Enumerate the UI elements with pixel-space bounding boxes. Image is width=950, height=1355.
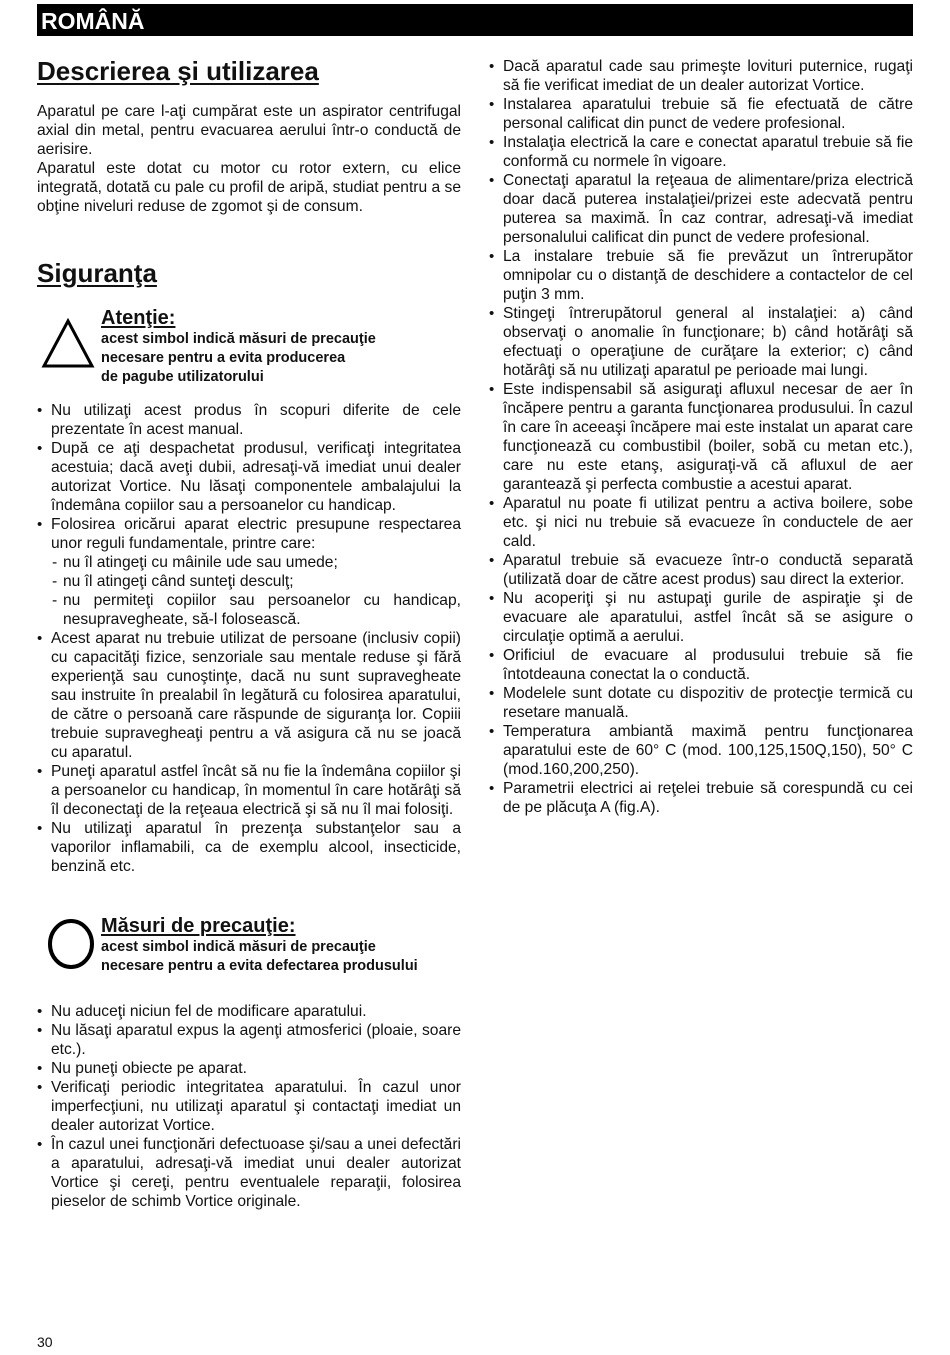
description-title: Descrierea şi utilizarea bbox=[37, 56, 319, 86]
precaution-title: Măsuri de precauţie: bbox=[101, 915, 296, 937]
warning-item: • Nu utilizaţi acest produs în scopuri diferite de cele prezentate în acest manual. bbox=[37, 401, 461, 439]
safety-list-continued bbox=[489, 57, 913, 817]
description-paragraph: Aparatul pe care l-aţi cumpărat este un aspirator centrifugal axial din metal, pentru evacuarea aerului într-o conductă de aerisire. bbox=[37, 103, 461, 158]
safety-item: • Conectaţi aparatul la reţeaua de alimentare/priza electrică doar dacă puterea instalaţiei/prizei este adecvată pentru puterea sa maximă. În caz contrar, adresaţi-vă imediat personalului calificat din punct de vedere profesional. bbox=[489, 171, 913, 247]
warning-item-text: Folosirea oricărui aparat electric presupune respectarea unor reguli fundamentale, printre care: bbox=[51, 516, 461, 552]
safety-item: • Aparatul trebuie să evacueze într-o conductă separată (utilizată doar de către acest produs) sau direct la exterior. bbox=[489, 551, 913, 589]
safety-item: • Temperatura ambiantă maximă pentru funcţionarea aparatului este de 60° C (mod. 100,125,150Q,150), 50° C (mod.160,200,250). bbox=[489, 722, 913, 779]
language-header: ROMÂNĂ bbox=[37, 4, 913, 36]
safety-item: • Nu acoperiţi şi nu astupaţi gurile de aspiraţie şi de evacuare ale aparatului, astfel încât să se asigure o circulaţie optimă a aerului. bbox=[489, 589, 913, 646]
precaution-list bbox=[37, 1002, 461, 1211]
warning-item: • Acest aparat nu trebuie utilizat de persoane (inclusiv copii) cu capacităţi fizice, senzoriale sau mentale reduse şi fără experienţă sau cunoştinţe, dacă nu sunt supravegheate sau instruite în prealabil în legătură cu folosirea aparatului, de către o persoană care răspunde de siguranţa lor. Copiii trebuie supravegheaţi pentru a vă asigura că nu se joacă cu aparatul. bbox=[37, 629, 461, 762]
warning-description-line: acest simbol indică măsuri de precauţie bbox=[101, 331, 376, 347]
safety-item: • Orificiul de evacuare al produsului trebuie să fie întotdeauna conectat la o conductă. bbox=[489, 646, 913, 684]
precaution-item: • Verificaţi periodic integritatea aparatului. În cazul unor imperfecţiuni, nu utilizaţi aparatul şi contactaţi imediat un dealer autorizat Vortice. bbox=[37, 1078, 461, 1135]
precaution-description-line: necesare pentru a evita defectarea produsului bbox=[101, 958, 418, 974]
safety-item: • Dacă aparatul cade sau primeşte lovituri puternice, rugaţi să fie verificat imediat de un dealer autorizat Vortice. bbox=[489, 57, 913, 95]
precaution-notice bbox=[37, 914, 461, 1002]
description-paragraph: Aparatul este dotat cu motor cu rotor extern, cu elice integrată, dotată cu pale cu profil de aripă, studiat pentru a se obţine niveluri reduse de zgomot şi de consum. bbox=[37, 160, 461, 215]
warning-list bbox=[37, 401, 461, 876]
warning-item bbox=[37, 515, 461, 629]
safety-item: • La instalare trebuie să fie prevăzut un întrerupător omnipolar cu o distanţă de deschidere a contactelor de cel puţin 3 mm. bbox=[489, 247, 913, 304]
warning-description-line: necesare pentru a evita producerea bbox=[101, 350, 346, 366]
safety-item: • Este indispensabil să asiguraţi afluxul necesar de aer în încăpere pentru a garanta funcţionarea produsului. În cazul în care în aceeaşi încăpere mai este instalat un aparat care funcţionează cu combustibil (boiler, sobă cu metan etc.), care nu este etanş, asiguraţi-vă că afluxul de aer garantează şi perfecta combustie a acestui aparat. bbox=[489, 380, 913, 494]
rules-list bbox=[51, 553, 461, 629]
left-column bbox=[37, 54, 461, 1211]
rule-item: - nu îl atingeţi când sunteţi desculţ; bbox=[51, 572, 461, 591]
safety-item: • Instalarea aparatului trebuie să fie efectuată de către personal calificat din punct de vedere profesional. bbox=[489, 95, 913, 133]
page-number: 30 bbox=[37, 1334, 53, 1350]
rule-item: - nu îl atingeţi cu mâinile ude sau umede; bbox=[51, 553, 461, 572]
rule-item: - nu permiteţi copiilor sau persoanelor cu handicap, nesupravegheate, să-l folosească. bbox=[51, 591, 461, 629]
warning-title: Atenţie: bbox=[101, 307, 176, 329]
warning-item: • După ce aţi despachetat produsul, verificaţi integritatea acestuia; dacă aveţi dubii, adresaţi-vă imediat unui dealer autorizat Vortice. Nu lăsaţi componentele ambalajului la îndemâna copiilor sau a persoanelor cu handicap. bbox=[37, 439, 461, 515]
right-column bbox=[489, 57, 913, 817]
safety-title: Siguranţa bbox=[37, 258, 157, 288]
safety-item: • Instalaţia electrică la care e conectat aparatul trebuie să fie conformă cu normele în vigoare. bbox=[489, 133, 913, 171]
triangle-warning-icon bbox=[41, 318, 95, 370]
circle-precaution-icon bbox=[47, 918, 95, 970]
safety-item: • Parametrii electrici ai reţelei trebuie să corespundă cu cei de pe plăcuţa A (fig.A). bbox=[489, 779, 913, 817]
warning-item: • Puneţi aparatul astfel încât să nu fie la îndemâna copiilor şi a persoanelor cu handicap, în momentul în care hotărâţi să îl deconectaţi de la reţeaua electrică şi să nu îl mai folosiţi. bbox=[37, 762, 461, 819]
safety-item: • Aparatul nu poate fi utilizat pentru a activa boilere, sobe etc. şi nici nu trebuie să evacueze în conductele de aer cald. bbox=[489, 494, 913, 551]
precaution-item: • Nu puneţi obiecte pe aparat. bbox=[37, 1059, 461, 1078]
precaution-item: • Nu aduceţi niciun fel de modificare aparatului. bbox=[37, 1002, 461, 1021]
safety-item: • Stingeţi întrerupătorul general al instalaţiei: a) când observaţi o anomalie în funcţionare; b) când hotărâţi să efectuaţi o operaţiune de curăţare la exterior; c) când hotărâţi să nu utilizaţi aparatul pe perioade mai lungi. bbox=[489, 304, 913, 380]
precaution-item: • Nu lăsaţi aparatul expus la agenţi atmosferici (ploaie, soare etc.). bbox=[37, 1021, 461, 1059]
precaution-description-line: acest simbol indică măsuri de precauţie bbox=[101, 939, 376, 955]
warning-notice bbox=[37, 306, 461, 386]
precaution-item: • În cazul unei funcţionări defectuoase şi/sau a unei defectări a aparatului, adresaţi-vă imediat unui dealer autorizat Vortice şi cereţi, pentru eventualele reparaţii, folosirea pieselor de schimb Vortice originale. bbox=[37, 1135, 461, 1211]
safety-item: • Modelele sunt dotate cu dispozitiv de protecţie termică cu resetare manuală. bbox=[489, 684, 913, 722]
warning-item: • Nu utilizaţi aparatul în prezenţa substanţelor sau a vaporilor inflamabili, ca de exemplu alcool, insecticide, benzină etc. bbox=[37, 819, 461, 876]
warning-description-line: de pagube utilizatorului bbox=[101, 369, 264, 385]
